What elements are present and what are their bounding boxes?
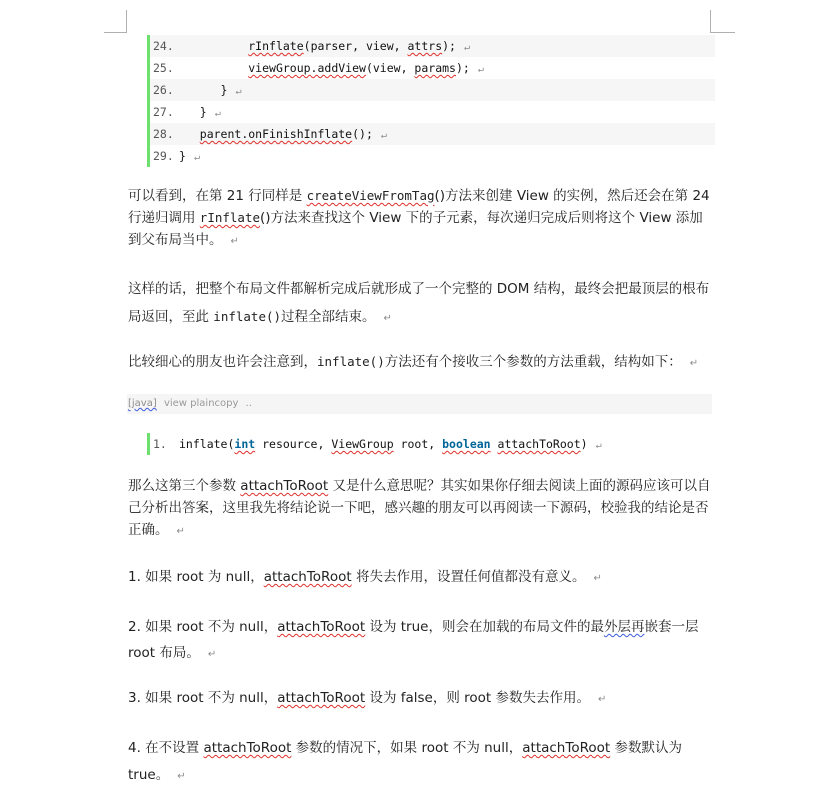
list-item: 3. 如果 root 不为 null，attachToRoot 设为 false，则 root 参数失去作用。 ↵ [128, 690, 607, 706]
code-indent [179, 127, 200, 141]
line-number: 1. [153, 437, 167, 451]
crop-mark-top-right [711, 32, 735, 33]
code-type: ViewGroup [331, 437, 394, 451]
line-number: 29. [153, 149, 174, 163]
code-text: (parser, view, [303, 39, 408, 53]
line-number: 26. [153, 83, 174, 97]
code-block [147, 433, 715, 455]
code-object: parent. [199, 127, 249, 141]
code-text: ); [455, 61, 470, 75]
paragraph-mark-icon: ↵ [598, 694, 607, 705]
inline-term: attachToRoot [263, 569, 352, 585]
code-line [150, 79, 715, 101]
code-arg: params [414, 61, 456, 75]
inline-term: attachToRoot [203, 740, 292, 756]
paragraph-mark-icon: ↵ [235, 86, 242, 97]
inline-term: attachToRoot [240, 478, 329, 494]
code-line [150, 101, 715, 123]
code-arg: attachToRoot [497, 437, 581, 451]
paragraph: 可以看到，在第 21 行同样是 createViewFromTag()方法来创建 View 的实例，然后还会在第 24 行递归调用 rInflate()方法来查找这个 View 下的子元素，每次递归完成后则将这个 View 添加到父布局当中。 ↵ [128, 188, 710, 248]
paragraph-mark-icon: ↵ [463, 42, 471, 53]
code-method: rInflate [248, 39, 304, 53]
code-indent [179, 39, 248, 53]
paragraph-mark-icon: ↵ [176, 526, 185, 537]
code-line [150, 57, 715, 79]
list-item: 2. 如果 root 不为 null，attachToRoot 设为 true，则会在加载的布局文件的最外层再嵌套一层 root 布局。 ↵ [128, 619, 699, 661]
line-number: 25. [153, 61, 174, 75]
paragraph-mark-icon: ↵ [214, 108, 221, 119]
code-indent [179, 61, 248, 75]
code-keyword: int [234, 437, 256, 451]
inline-term: 外层再 [603, 619, 645, 635]
list-item: 1. 如果 root 为 null，attachToRoot 将失去作用，设置任何值都没有意义。 ↵ [128, 569, 602, 585]
code-toolbar [127, 394, 712, 414]
paragraph-mark-icon: ↵ [383, 313, 392, 324]
line-number: 27. [153, 105, 174, 119]
code-method: viewGroup.addView [248, 61, 366, 75]
inline-code: createViewFromTag [306, 188, 435, 203]
code-text: (); [352, 127, 373, 141]
code-line [150, 123, 715, 145]
code-text: } [179, 83, 228, 97]
paragraph-mark-icon: ↵ [230, 236, 239, 247]
line-number: 28. [153, 127, 174, 141]
paragraph-mark-icon: ↵ [689, 358, 699, 369]
code-line: 1. inflate(int resource, ViewGroup root, boolean attachToRoot) ↵ [150, 433, 715, 455]
paragraph: 比较细心的朋友也许会注意到，inflate()方法还有个接收三个参数的方法重载，结构如下： ↵ [128, 354, 699, 370]
crop-mark-top-left [104, 32, 126, 33]
paragraph-mark-icon: ↵ [207, 649, 217, 660]
inline-code: inflate() [317, 354, 385, 369]
crop-mark-top-left-vertical [126, 10, 127, 33]
code-text: (view, [365, 61, 415, 75]
code-line [150, 145, 715, 167]
view-plaincopy-link[interactable]: view plaincopy [163, 398, 239, 409]
paragraph: 这样的话，把整个布局文件都解析完成后就形成了一个完整的 DOM 结构，最终会把最顶层的根布局返回，至此 inflate()过程全部结束。 ↵ [128, 281, 710, 325]
inline-term: attachToRoot [522, 740, 611, 756]
paragraph: 那么这第三个参数 attachToRoot 又是什么意思呢？其实如果你仔细去阅读上面的源码应该可以自己分析出答案，这里我先将结论说一下吧，感兴趣的朋友可以再阅读一下源码，校验我的结论是否正确。 ↵ [128, 478, 711, 538]
inline-term: attachToRoot [277, 619, 366, 635]
code-arg: attrs [407, 39, 443, 53]
paragraph-mark-icon: ↵ [593, 573, 602, 584]
code-method: onFinishInflate [248, 127, 353, 141]
paragraph-mark-icon: ↵ [177, 771, 186, 782]
language-link[interactable]: [java] [128, 398, 157, 409]
line-number: 24. [153, 39, 174, 53]
inline-code: inflate() [213, 309, 282, 324]
code-text: } [179, 149, 186, 163]
list-item: 4. 在不设置 attachToRoot 参数的情况下，如果 root 不为 null，attachToRoot 参数默认为 true。 ↵ [128, 740, 682, 783]
code-method: inflate( [179, 437, 235, 451]
code-line [150, 35, 715, 57]
code-keyword: boolean [442, 437, 491, 451]
paragraph-mark-icon: ↵ [380, 130, 387, 141]
toolbar-more: .. [245, 398, 252, 409]
inline-code: rInflate [199, 210, 261, 225]
crop-mark-top-right-vertical [710, 10, 711, 33]
code-text: } [179, 105, 207, 119]
code-block [147, 35, 715, 167]
paragraph-mark-icon: ↵ [193, 152, 200, 163]
inline-term: attachToRoot [277, 690, 366, 706]
code-text: ); [442, 39, 456, 53]
paragraph-mark-icon: ↵ [595, 440, 602, 451]
paragraph-mark-icon: ↵ [477, 64, 484, 75]
